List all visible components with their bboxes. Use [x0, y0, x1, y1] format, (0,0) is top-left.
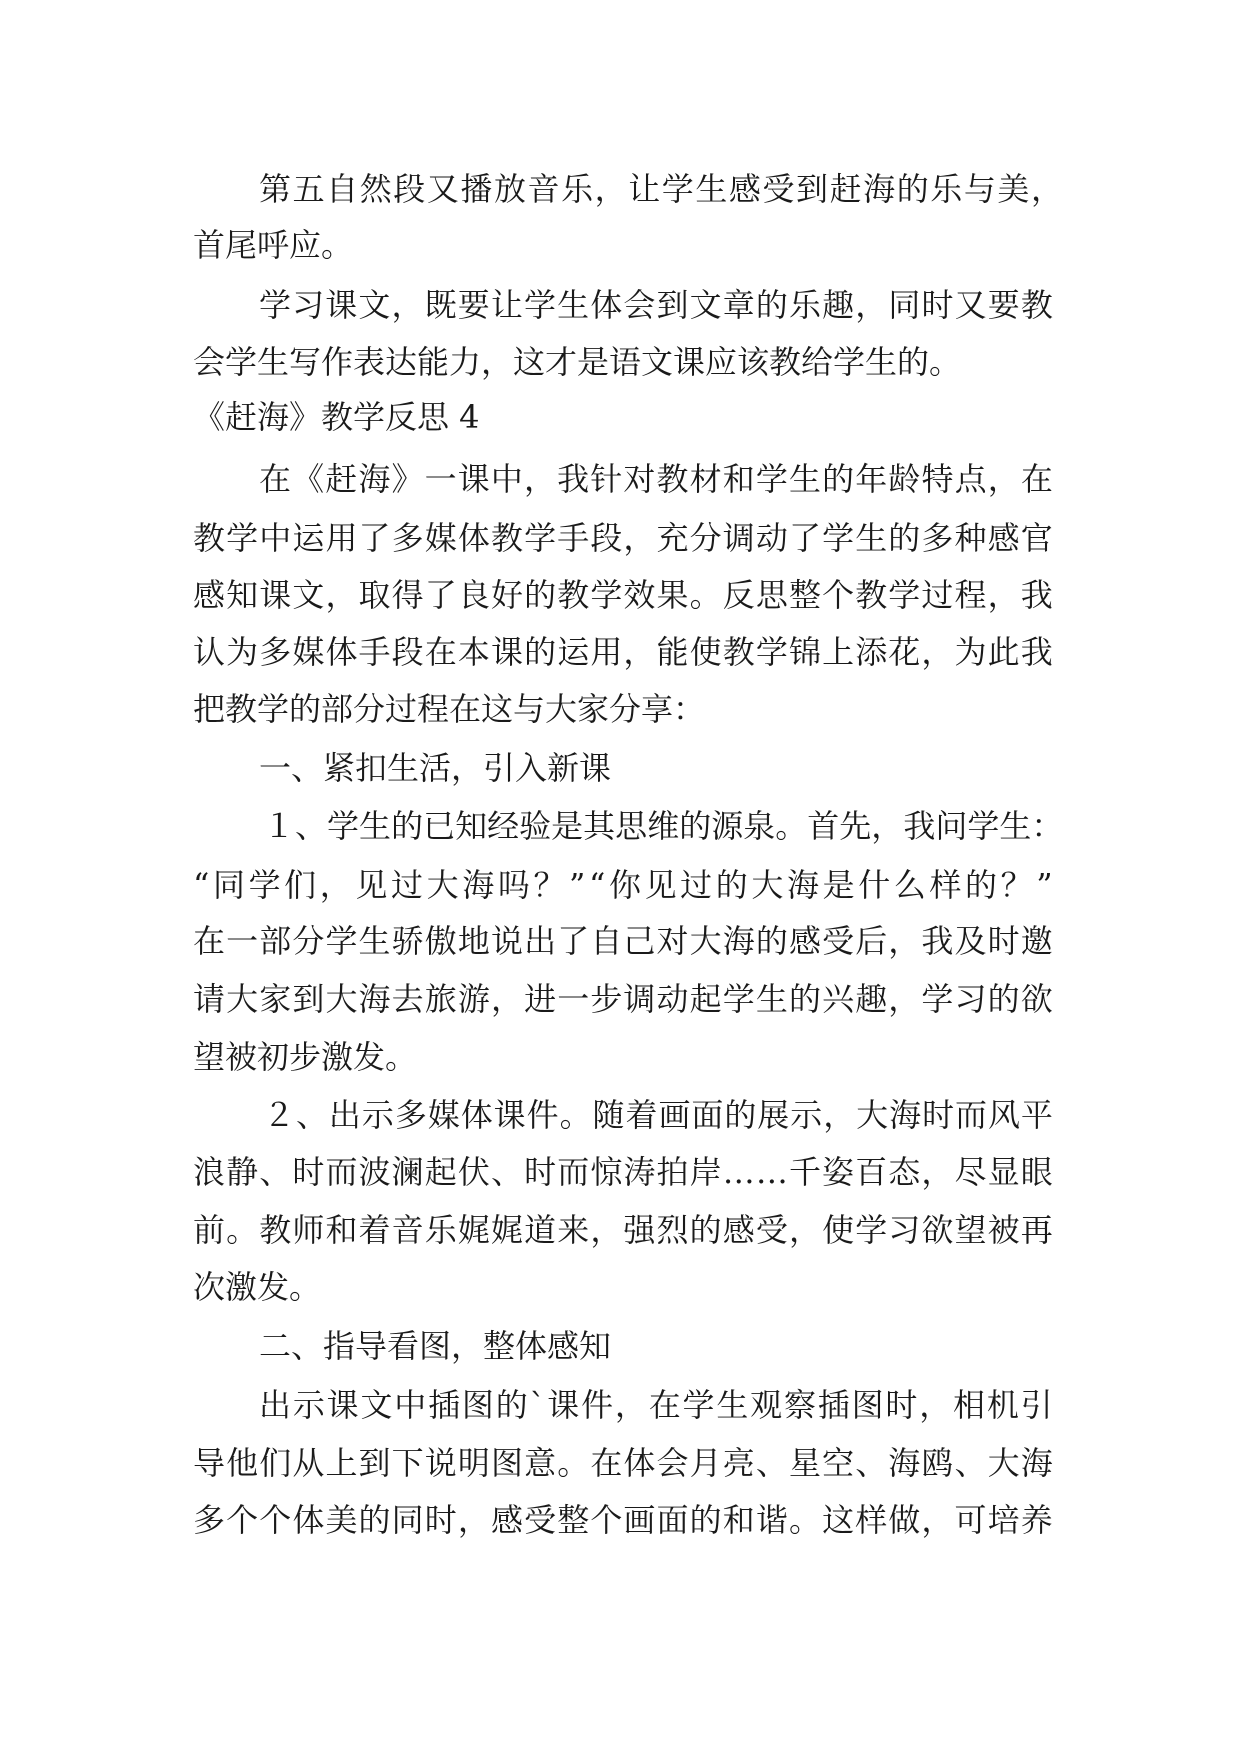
paragraph-line: 次激发。	[193, 1268, 322, 1306]
paragraph-line: 在 一 部 分 学 生 骄 傲 地 说 出 了 自 己 对 大 海 的 感 受 后 ， 我 及 时 邀	[193, 922, 1053, 960]
paragraph-line: “ 同 学 们 ， 见 过 大 海 吗 ？ ” “ 你 见 过 的 大 海 是 什 么 样 的 ？ ”	[193, 866, 1053, 904]
paragraph-line: 浪 静 、 时 而 波 澜 起 伏 、 时 而 惊 涛 拍 岸 … … 千 姿 百 态 ， 尽 显 眼	[193, 1153, 1053, 1191]
subheading: 一、紧扣生活，引入新课	[259, 749, 612, 787]
paragraph-line: 望被初步激发。	[193, 1038, 418, 1076]
paragraph-line: １ 、 学 生 的 已 知 经 验 是 其 思 维 的 源 泉 。 首 先 ， 我 问 学 生 ：	[263, 807, 1064, 845]
paragraph-line: 把教学的部分过程在这与大家分享：	[193, 690, 706, 728]
paragraph-line: 请 大 家 到 大 海 去 旅 游 ， 进 一 步 调 动 起 学 生 的 兴 趣 ， 学 习 的 欲	[193, 980, 1053, 1018]
paragraph-line: 出 示 课 文 中 插 图 的 ` 课 件 ， 在 学 生 观 察 插 图 时 ， 相 机 引	[259, 1386, 1053, 1424]
paragraph-line: 学 习 课 文 ， 既 要 让 学 生 体 会 到 文 章 的 乐 趣 ， 同 时 又 要 教	[259, 286, 1053, 324]
paragraph-line: 前 。 教 师 和 着 音 乐 娓 娓 道 来 ， 强 烈 的 感 受 ， 使 学 习 欲 望 被 再	[193, 1211, 1053, 1249]
section-heading: 《赶海》教学反思 4	[193, 398, 480, 436]
paragraph-line: 教 学 中 运 用 了 多 媒 体 教 学 手 段 ， 充 分 调 动 了 学 生 的 多 种 感 官	[193, 519, 1053, 557]
paragraph-line: 认 为 多 媒 体 手 段 在 本 课 的 运 用 ， 能 使 教 学 锦 上 添 花 ， 为 此 我	[193, 633, 1053, 671]
paragraph-line: 会学生写作表达能力，这才是语文课应该教给学生的。	[193, 343, 962, 381]
paragraph-line: 感 知 课 文 ， 取 得 了 良 好 的 教 学 效 果 。 反 思 整 个 教 学 过 程 ， 我	[193, 576, 1053, 614]
paragraph-line: 第 五 自 然 段 又 播 放 音 乐 ， 让 学 生 感 受 到 赶 海 的 乐 与 美 ，	[259, 170, 1063, 208]
paragraph-line: 多 个 个 体 美 的 同 时 ， 感 受 整 个 画 面 的 和 谐 。 这 样 做 ， 可 培 养	[193, 1501, 1053, 1539]
paragraph-line: ２ 、 出 示 多 媒 体 课 件 。 随 着 画 面 的 展 示 ， 大 海 时 而 风 平	[263, 1096, 1053, 1134]
paragraph-line: 首尾呼应。	[193, 226, 354, 264]
paragraph-line: 导 他 们 从 上 到 下 说 明 图 意 。 在 体 会 月 亮 、 星 空 、 海 鸥 、 大 海	[193, 1444, 1053, 1482]
paragraph-line: 在 《 赶 海 》 一 课 中 ， 我 针 对 教 材 和 学 生 的 年 龄 特 点 ， 在	[259, 460, 1053, 498]
subheading: 二、指导看图，整体感知	[259, 1327, 612, 1365]
